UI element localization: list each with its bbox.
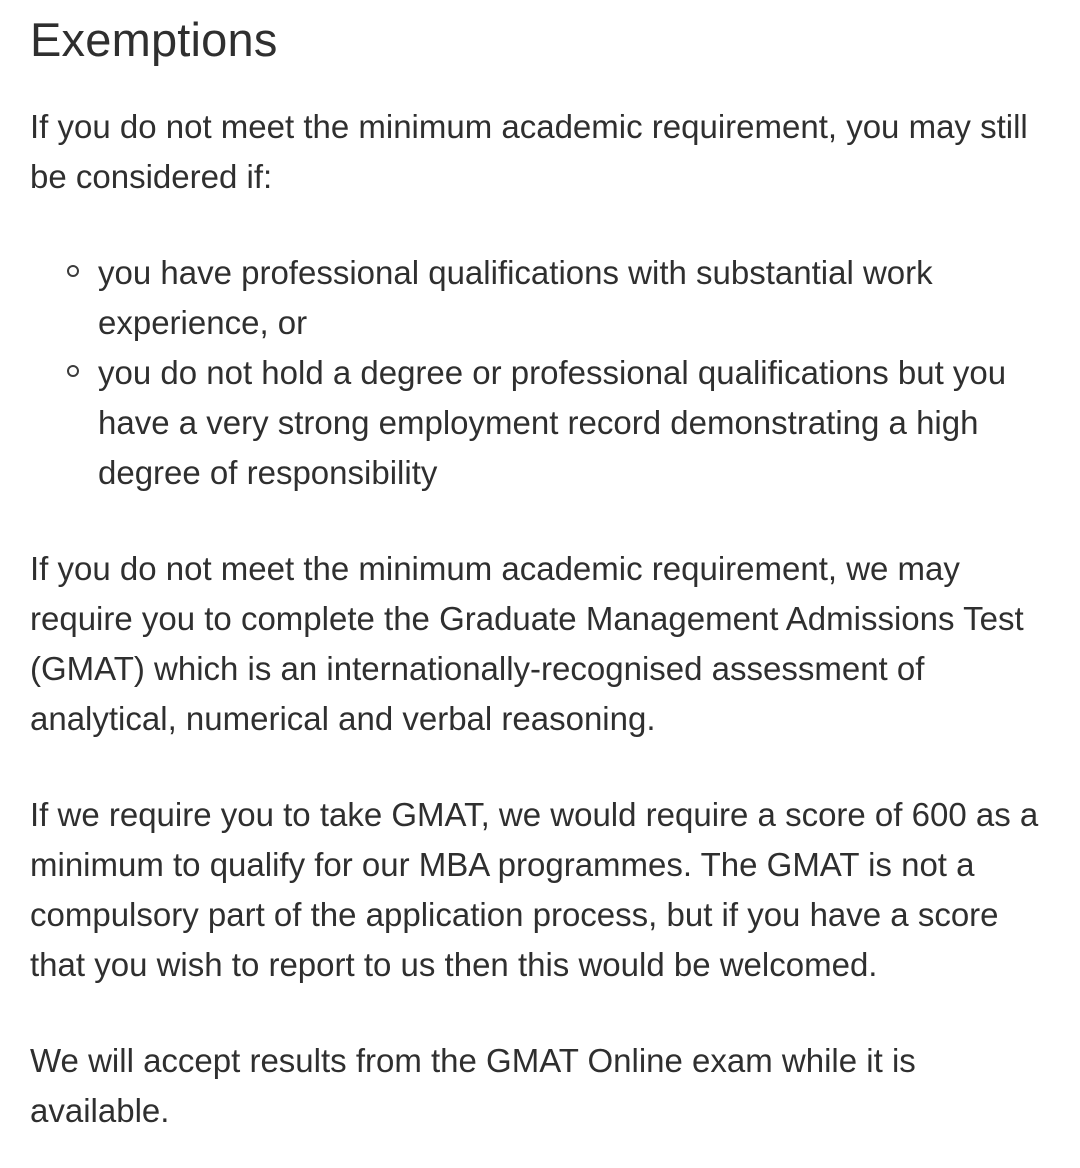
circle-bullet-icon [67,365,79,377]
gmat-score-paragraph: If we require you to take GMAT, we would require a score of 600 as a minimum to qualify for our MBA programmes. The GMAT is not a compulsory part of the application process, but if you have a score that you wish to report to us then this would be welcomed. [30,796,1039,984]
page-title: Exemptions [30,13,278,66]
list-item-text: you do not hold a degree or professional qualifications but you have a very strong employment record demonstrating a high degree of responsibility [98,354,1007,492]
intro-paragraph: If you do not meet the minimum academic requirement, you may still be considered if: [30,108,1028,196]
list-item-text: you have professional qualifications with substantial work experience, or [98,254,933,342]
circle-bullet-icon [67,265,79,277]
exemption-list [30,248,1040,498]
list-item [30,348,1040,498]
gmat-requirement-paragraph: If you do not meet the minimum academic requirement, we may require you to complete the Graduate Management Admissions Test (GMAT) which is an internationally-recognised assessment of analytical, numerical and verbal reasoning. [30,550,1024,738]
gmat-online-paragraph: We will accept results from the GMAT Online exam while it is available. [30,1042,916,1130]
list-item [30,248,1040,348]
